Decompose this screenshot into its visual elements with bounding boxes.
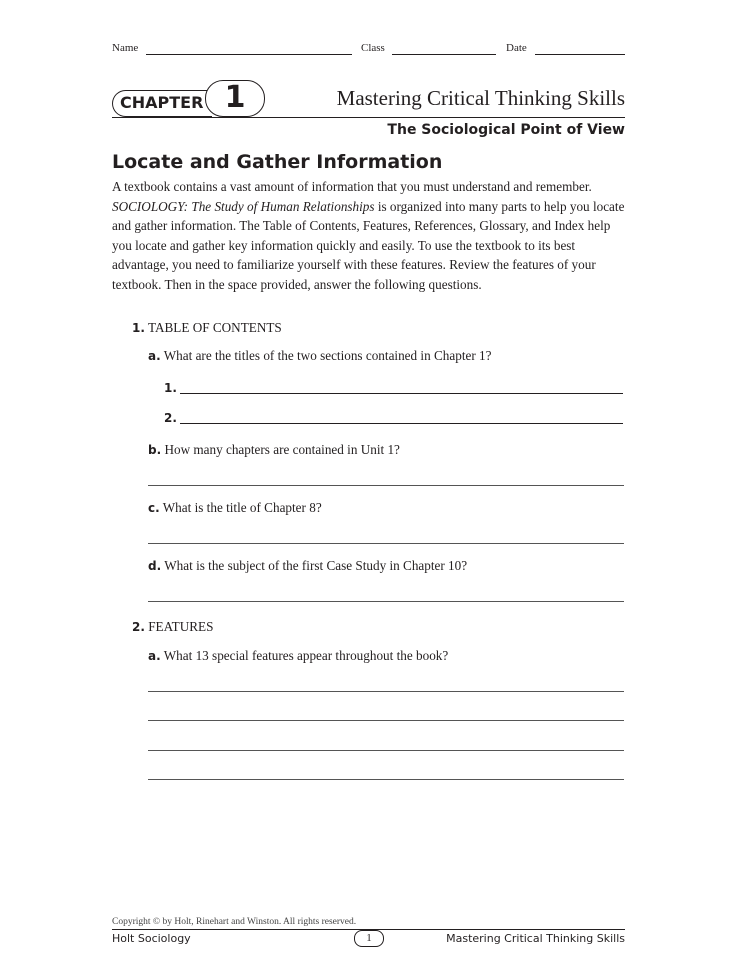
class-label: Class xyxy=(361,42,385,54)
name-field[interactable] xyxy=(146,54,352,55)
answer-line[interactable] xyxy=(148,720,624,721)
section-number: 2. xyxy=(132,620,145,634)
date-field[interactable] xyxy=(535,54,625,55)
question-letter: a. xyxy=(148,349,161,363)
footer-book-title: Holt Sociology xyxy=(112,932,191,945)
intro-paragraph: A textbook contains a vast amount of information that you must understand and remember. SOCIOLOGY: The Study of Human Relationships is organized into many parts to help you locate and gather information. The Table of Contents, Features, References, Glossary, and Index help you locate and gather key information quickly and easily. To use the textbook to its best advantage, you need to familiarize yourself with these features. Review the features of your textbook. Then in the space provided, answer the following questions. xyxy=(112,179,625,292)
answer-line[interactable] xyxy=(180,423,623,424)
question-text: What 13 special features appear throughout the book? xyxy=(163,648,449,663)
chapter-rule xyxy=(112,117,625,118)
answer-line[interactable] xyxy=(148,543,624,544)
answer-line[interactable] xyxy=(148,485,624,486)
chapter-number-badge xyxy=(205,80,265,117)
section-title: TABLE OF CONTENTS xyxy=(147,320,282,335)
name-label: Name xyxy=(112,42,139,54)
question-letter: c. xyxy=(148,501,160,515)
sub-answer-number: 2. xyxy=(164,411,177,425)
question-text: What is the subject of the first Case Study in Chapter 10? xyxy=(164,558,468,573)
copyright: Copyright © by Holt, Rinehart and Winston. All rights reserved. xyxy=(112,917,357,927)
chapter-subtitle: The Sociological Point of View xyxy=(387,122,625,138)
question-letter: d. xyxy=(148,559,162,573)
section-number: 1. xyxy=(132,321,145,335)
answer-line[interactable] xyxy=(180,393,623,394)
sub-answer-number: 1. xyxy=(164,381,177,395)
class-field[interactable] xyxy=(392,54,496,55)
answer-line[interactable] xyxy=(148,779,624,780)
footer-section-title: Mastering Critical Thinking Skills xyxy=(446,932,625,945)
page-number: 1 xyxy=(354,930,384,947)
answer-line[interactable] xyxy=(148,601,624,602)
question-text: How many chapters are contained in Unit 1? xyxy=(164,442,400,457)
chapter-title: Mastering Critical Thinking Skills xyxy=(336,86,625,110)
section-title: FEATURES xyxy=(148,619,214,634)
question-text: What are the titles of the two sections contained in Chapter 1? xyxy=(163,348,492,363)
question-text: What is the title of Chapter 8? xyxy=(162,500,322,515)
chapter-number: 1 xyxy=(224,80,246,115)
chapter-label: CHAPTER xyxy=(120,93,204,112)
question-letter: a. xyxy=(148,649,161,663)
answer-line[interactable] xyxy=(148,750,624,751)
question-letter: b. xyxy=(148,443,162,457)
answer-line[interactable] xyxy=(148,691,624,692)
page-heading: Locate and Gather Information xyxy=(112,151,443,173)
date-label: Date xyxy=(506,42,527,54)
